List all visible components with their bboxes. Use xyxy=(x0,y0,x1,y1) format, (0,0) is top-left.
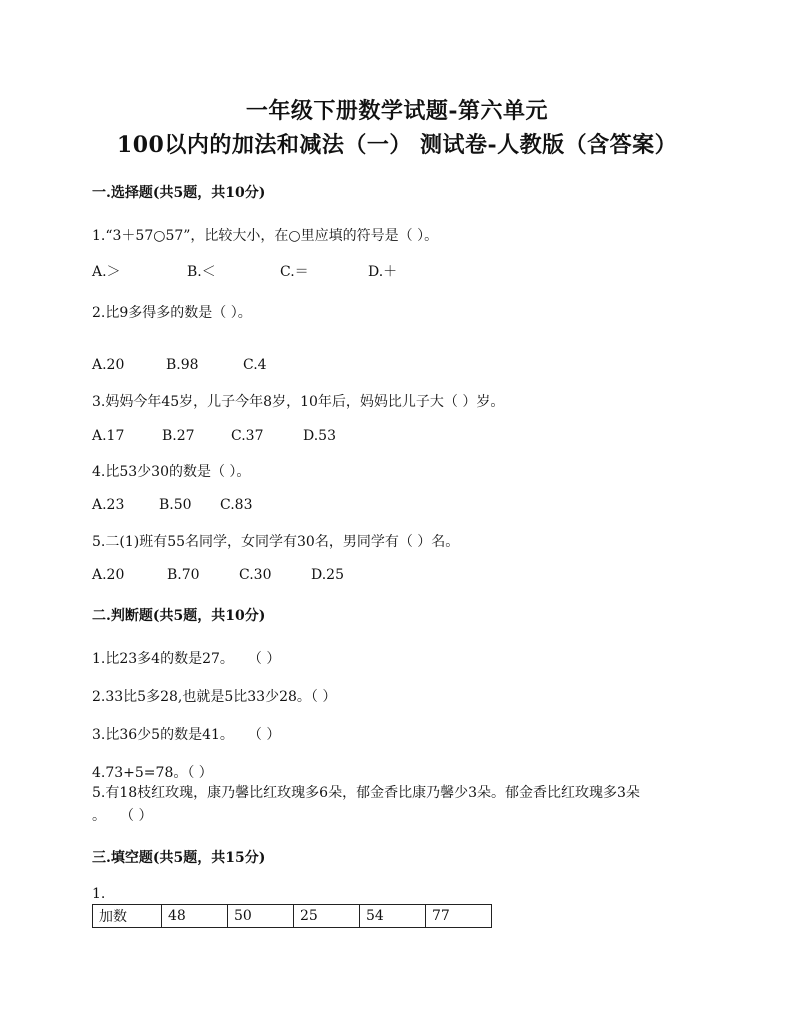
table-cell: 25 xyxy=(294,905,360,928)
option-a: A.17 xyxy=(92,428,125,444)
option-b: B.98 xyxy=(166,357,199,373)
section-heading-choice: 一.选择题(共5题，共10分) xyxy=(92,185,266,201)
option-a: A.＞ xyxy=(92,264,121,280)
option-b: B.70 xyxy=(167,567,200,583)
judgement-2: 2.33比5多28,也就是5比33少28。（ ） xyxy=(92,689,337,705)
table-cell: 54 xyxy=(360,905,426,928)
fill-question-1-label: 1. xyxy=(92,886,106,902)
question-5: 5.二(1)班有55名同学，女同学有30名，男同学有（ ）名。 xyxy=(92,534,460,550)
option-b: B.27 xyxy=(162,428,195,444)
option-b: B.50 xyxy=(159,497,192,513)
option-d: D.53 xyxy=(303,428,336,444)
table-cell: 50 xyxy=(228,905,294,928)
option-c: C.83 xyxy=(220,497,253,513)
judgement-4: 4.73+5=78。（ ） xyxy=(92,765,213,781)
page-title: 一年级下册数学试题-第六单元 xyxy=(245,98,549,124)
table-cell: 48 xyxy=(162,905,228,928)
addend-table xyxy=(92,904,492,928)
option-d: D.25 xyxy=(311,567,344,583)
option-a: A.20 xyxy=(92,357,125,373)
question-4: 4.比53少30的数是（ ）。 xyxy=(92,464,251,480)
judgement-1: 1.比23多4的数是27。 （ ） xyxy=(92,651,281,667)
option-c: C.30 xyxy=(239,567,272,583)
option-b: B.＜ xyxy=(187,264,216,280)
option-a: A.20 xyxy=(92,567,125,583)
option-d: D.＋ xyxy=(368,264,398,280)
table-row xyxy=(93,905,492,928)
question-2: 2.比9多得多的数是（ ）。 xyxy=(92,305,252,321)
option-c: C.37 xyxy=(231,428,264,444)
section-heading-judgement: 二.判断题(共5题，共10分) xyxy=(92,608,266,624)
question-3: 3.妈妈今年45岁，儿子今年8岁，10年后，妈妈比儿子大（ ）岁。 xyxy=(92,394,505,410)
judgement-5: 5.有18枝红玫瑰，康乃馨比红玫瑰多6朵，郁金香比康乃馨少3朵。郁金香比红玫瑰多3朵 xyxy=(92,785,640,801)
option-c: C.＝ xyxy=(280,264,309,280)
page-subtitle: 100以内的加法和减法（一） 测试卷-人教版（含答案） xyxy=(116,132,678,158)
option-c: C.4 xyxy=(243,357,267,373)
table-cell-header: 加数 xyxy=(93,905,162,928)
section-heading-fill-blank: 三.填空题(共5题，共15分) xyxy=(92,850,266,866)
judgement-3: 3.比36少5的数是41。 （ ） xyxy=(92,727,281,743)
table-cell: 77 xyxy=(426,905,492,928)
judgement-5-continued: 。 （ ） xyxy=(92,808,153,824)
option-a: A.23 xyxy=(92,497,125,513)
question-1: 1.“3＋57○57”，比较大小，在○里应填的符号是（ ）。 xyxy=(92,228,439,244)
